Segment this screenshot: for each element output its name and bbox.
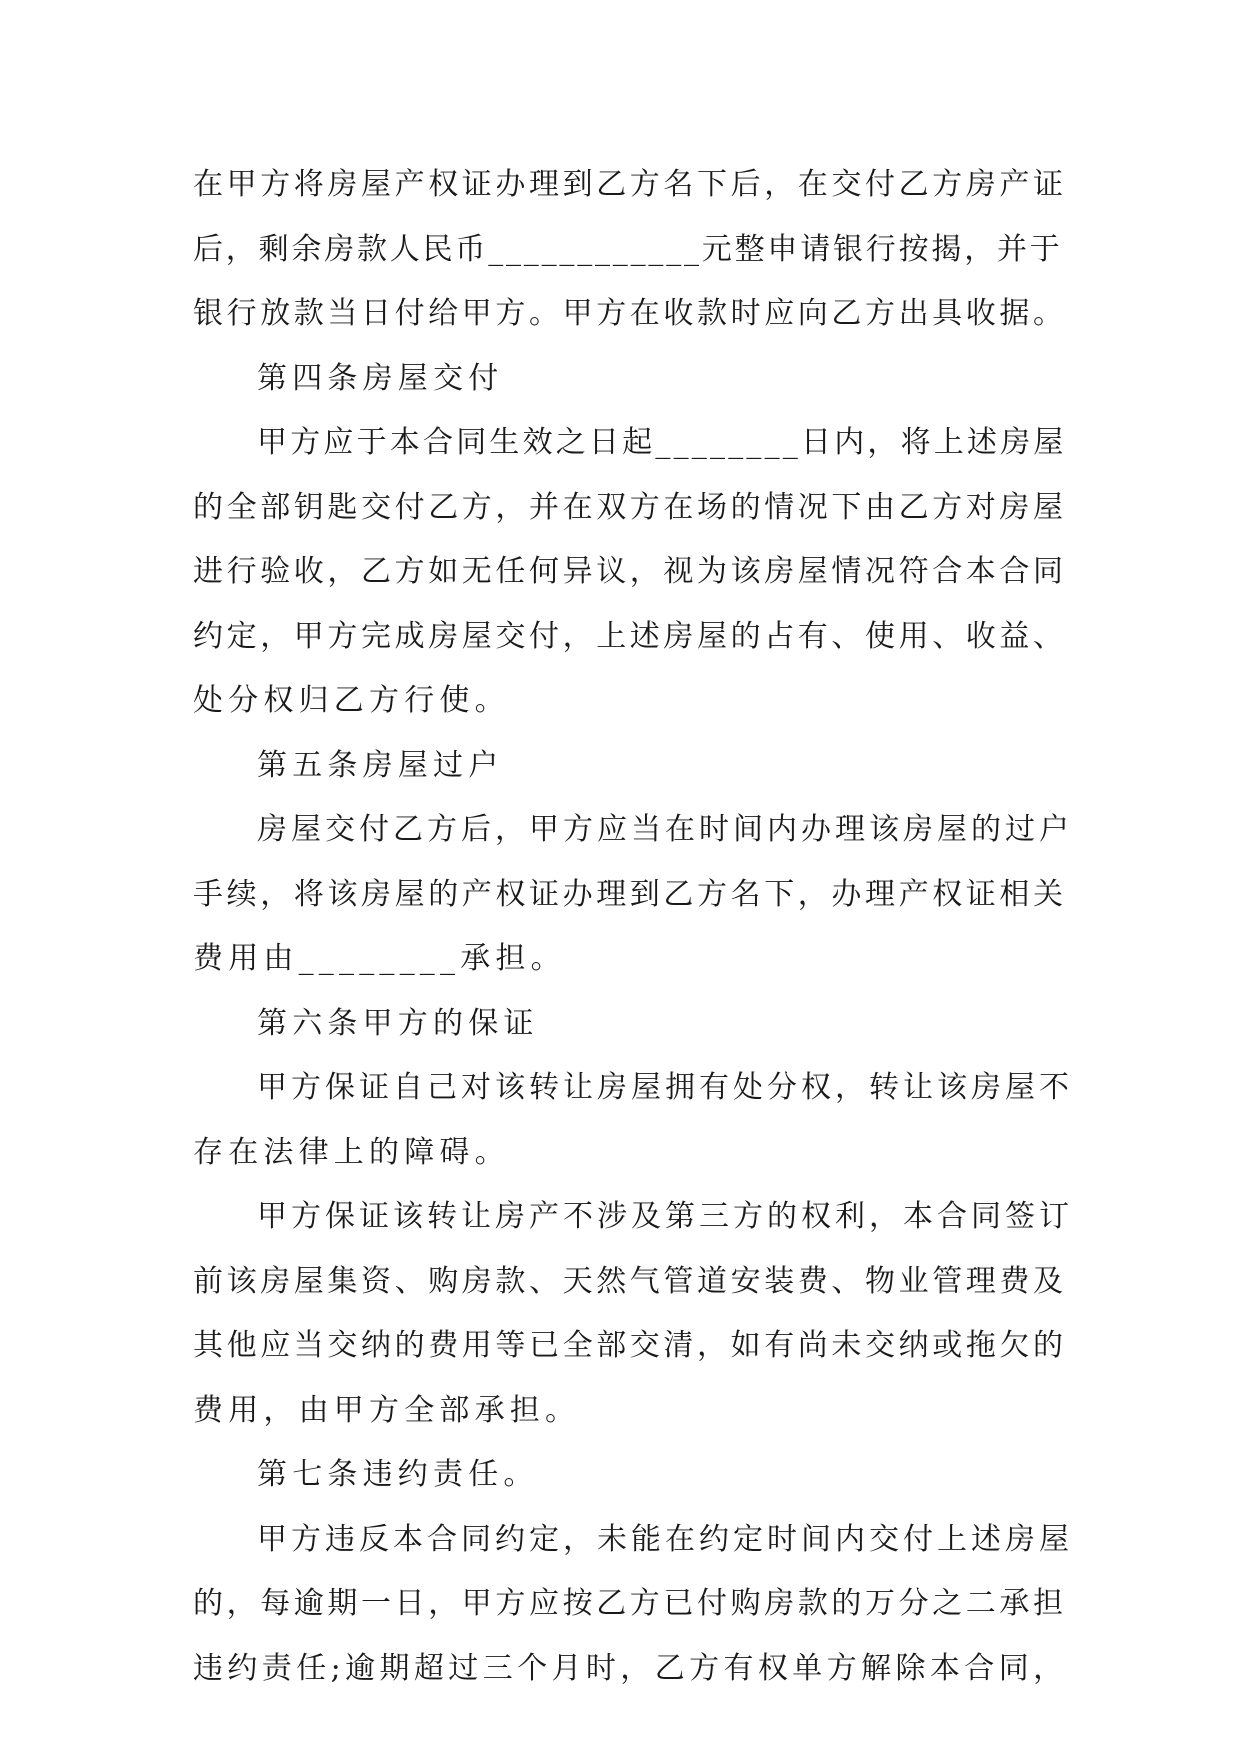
text-line: 房屋交付乙方后，甲方应当在时间内办理该房屋的过户: [257, 812, 1073, 847]
text-line: 费用由________承担。: [193, 941, 566, 976]
section-heading: 第六条甲方的保证: [257, 1005, 539, 1041]
text-line: 违约责任;逾期超过三个月时，乙方有权单方解除本合同，: [193, 1650, 1068, 1686]
text-line: 前该房屋集资、购房款、天然气管道安装费、物业管理费及: [193, 1263, 1067, 1299]
text-line: 手续，将该房屋的产权证办理到乙方名下，办理产权证相关: [193, 876, 1067, 912]
text-line: 在甲方将房屋产权证办理到乙方名下后，在交付乙方房产证: [193, 167, 1067, 202]
text-line: 甲方保证该转让房产不涉及第三方的权利，本合同签订: [257, 1199, 1073, 1234]
text-line: 存在法律上的障碍。: [193, 1134, 510, 1170]
text-line: 后，剩余房款人民币____________元整申请银行按揭，并于: [193, 231, 1063, 267]
text-line: 约定，甲方完成房屋交付，上述房屋的占有、使用、收益、: [193, 618, 1067, 654]
text-line: 甲方保证自己对该转让房屋拥有处分权，转让该房屋不: [257, 1070, 1073, 1105]
text-line: 进行验收，乙方如无任何异议，视为该房屋情况符合本合同: [193, 554, 1067, 589]
text-line: 银行放款当日付给甲方。甲方在收款时应向乙方出具收据。: [193, 296, 1067, 331]
section-heading: 第四条房屋交付: [257, 360, 504, 396]
section-heading: 第七条违约责任。: [257, 1457, 539, 1492]
text-line: 处分权归乙方行使。: [193, 683, 510, 718]
text-line: 甲方应于本合同生效之日起________日内，将上述房屋: [257, 425, 1067, 460]
text-line: 的全部钥匙交付乙方，并在双方在场的情况下由乙方对房屋: [193, 489, 1067, 525]
section-heading: 第五条房屋过户: [257, 747, 504, 783]
text-line: 其他应当交纳的费用等已全部交清，如有尚未交纳或拖欠的: [193, 1328, 1067, 1363]
document-body: [193, 153, 1073, 1701]
text-line: 甲方违反本合同约定，未能在约定时间内交付上述房屋: [257, 1521, 1073, 1557]
text-line: 的，每逾期一日，甲方应按乙方已付购房款的万分之二承担: [193, 1586, 1067, 1621]
text-line: 费用，由甲方全部承担。: [193, 1392, 581, 1428]
